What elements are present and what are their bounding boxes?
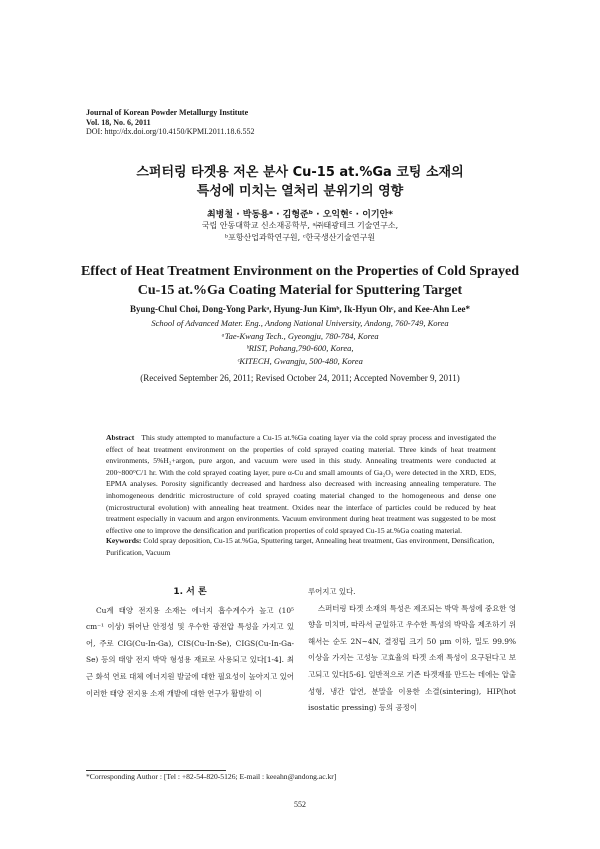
journal-doi[interactable]: DOI: http://dx.doi.org/10.4150/KPMI.2011.18.6.552 xyxy=(86,127,255,136)
keywords-text: Cold spray deposition, Cu-15 at.%Ga, Sputtering target, Annealing heat treatment, Gas environment, Densification, Purification, Vacuum xyxy=(106,536,495,557)
keywords-label: Keywords: xyxy=(106,536,142,545)
section-heading: 1. 서 론 xyxy=(173,587,207,597)
korean-affil-line2: ᵇ포항산업과학연구원, ᶜ한국생산기술연구원 xyxy=(224,233,376,242)
english-title xyxy=(0,262,600,300)
english-affil-line: ᵇRIST, Pohang,790-600, Korea, xyxy=(246,343,354,353)
body-column-right xyxy=(308,584,516,717)
journal-name: Journal of Korean Powder Metallurgy Institute xyxy=(86,108,249,117)
abstract-text: This study attempted to manufacture a Cu-15 at.%Ga coating layer via the cold spray process and investigated the effect of heat treatment environment on the properties of cold sprayed coating material. Three kinds of heat treatment environments, 5%H₂+argon, pure argon, and vacuum were used in this study. Annealing treatments were conducted at 200~800°C/1 hr. With the cold sprayed coating layer, pure α-Cu and small amounts of Ga₂O₃ were detected in the XRD, EDS, EPMA analyses. Porosity significantly decreased and hardness also decreased with increasing annealing temperature. The inhomogeneous dendritic microstructure of cold sprayed coating material changed to the homogeneous and dense one (microstructural evolution) with annealing heat treatment. Oxides near the interface of particles could be reduced by heat treatment especially in vacuum and argon environments. Vacuum environment during heat treatment was suggested to be most effective one to improve the densification and purification properties of cold sprayed Cu-15 at.%Ga coating material. xyxy=(106,433,496,535)
english-affil-line: ᶜKITECH, Gwangju, 500-480, Korea xyxy=(237,355,363,366)
korean-affiliations xyxy=(0,220,600,244)
keywords xyxy=(106,535,496,558)
page-number: 552 xyxy=(294,800,306,809)
english-title-line1: Effect of Heat Treatment Environment on the Properties of Cold Sprayed xyxy=(80,264,520,279)
journal-volume: Vol. 18, No. 6, 2011 xyxy=(86,117,151,127)
body-paragraph: 루어지고 있다. xyxy=(308,587,356,596)
english-title-line2: Cu-15 at.%Ga Coating Material for Sputtering Target xyxy=(137,283,463,298)
korean-title-line2: 특성에 미치는 열처리 분위기의 영향 xyxy=(196,184,404,199)
received-dates: (Received September 26, 2011; Revised October 24, 2011; Accepted November 9, 2011) xyxy=(140,373,460,383)
abstract xyxy=(106,432,496,536)
body-column-left xyxy=(86,584,294,702)
corresponding-author-footnote: *Corresponding Author : [Tel : +82-54-820-5126; E-mail : keeahn@andong.ac.kr] xyxy=(86,772,337,781)
english-affiliations xyxy=(0,317,600,367)
english-affil-line: ᵃTae-Kwang Tech., Gyeongju, 780-784, Korea xyxy=(221,330,379,341)
journal-header xyxy=(86,108,254,137)
korean-title-line1: 스퍼터링 타겟용 저온 분사 Cu-15 at.%Ga 코팅 소재의 xyxy=(136,165,464,180)
body-paragraph: Cu계 태양 전지용 소재는 에너지 흡수계수가 높고 (10⁵ cm⁻¹ 이상) 뛰어난 안정성 및 우수한 광전압 특성을 가지고 있어, 주로 CIG(Cu-In-Ga), CIS(Cu-In-Se), CIGS(Cu-In-Ga-Se) 등의 태양 전지 박막 형성용 재료로 사용되고 있다[1-4]. 최근 화석 연료 대체 에너지원 발굴에 대한 필요성이 높아지고 있어 이러한 태양 전지용 소재 개발에 대한 연구가 활발히 이 xyxy=(86,605,294,698)
english-affil-line: School of Advanced Mater. Eng., Andong National University, Andong, 760-749, Korea xyxy=(151,318,449,328)
korean-title xyxy=(0,163,600,201)
english-authors: Byung-Chul Choi, Dong-Yong Parkᵃ, Hyung-Jun Kimᵇ, Ik-Hyun Ohᶜ, and Kee-Ahn Lee* xyxy=(130,304,470,314)
korean-affil-line1: 국립 안동대학교 신소재공학부, ᵃ㈜태광테크 기술연구소, xyxy=(201,221,399,230)
footnote-divider xyxy=(86,770,226,771)
body-paragraph: 스퍼터링 타겟 소재의 특성은 제조되는 박막 특성에 중요한 영향을 미치며, 따라서 균일하고 우수한 특성의 박막을 제조하기 위해서는 순도 2N~4N, 결정립 크기 50 μm 이하, 밀도 99.9% 이상을 가지는 고성능 고효율의 타겟 소재 특성이 요구된다고 보고되고 있다[5-6]. 일반적으로 기존 타겟재를 만드는 데에는 압출 성형, 냉간 압연, 분말을 이용한 소결(sintering), HIP(hot isostatic pressing) 등의 공정이 xyxy=(308,603,516,713)
korean-authors: 최병철 · 박동용ᵃ · 김형준ᵇ · 오익현ᶜ · 이기안* xyxy=(206,210,393,220)
abstract-label: Abstract xyxy=(106,433,135,442)
